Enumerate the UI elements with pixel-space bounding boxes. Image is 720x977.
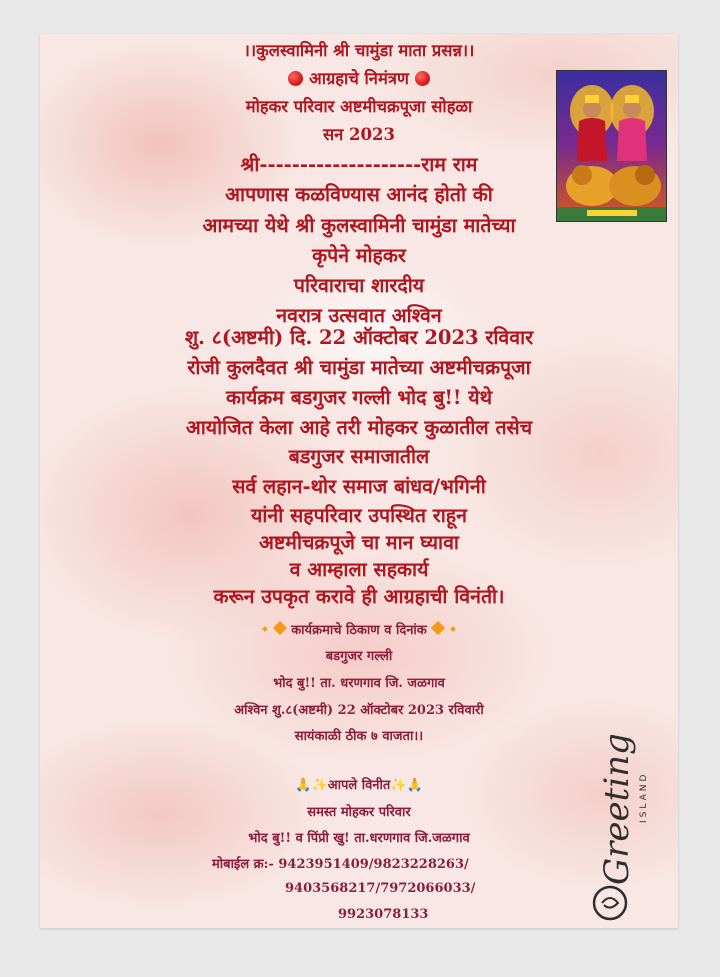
body-line: अष्टमीचक्रपूजे चा मान घ्यावा (259, 531, 459, 554)
mobile-line: 9403568217/7972066033/ (285, 881, 476, 896)
sender-heading-text: आपले विनीत (327, 778, 391, 793)
sender-line: समस्त मोहकर परिवार (307, 805, 411, 820)
sparkles-icon: ✨ (311, 778, 328, 793)
body-line: व आम्हाला सहकार्य (289, 558, 429, 581)
body-line: रोजी कुलदैवत श्री चामुंडा मातेच्या अष्टमीचक्रपूजा (187, 356, 531, 379)
sender-line: भोद बु!! व पिंप्री खु! ता.धरणगाव जि.जळगाव (248, 831, 470, 846)
body-line: आमच्या येथे श्री कुलस्वामिनी चामुंडा मातेच्या (202, 214, 516, 237)
body-line: कृपेने मोहकर (312, 244, 406, 267)
folded-hands-icon: 🙏 (295, 778, 312, 793)
mobile-line: 9923078133 (338, 907, 429, 922)
body-line: परिवाराचा शारदीय (293, 274, 425, 297)
sparkles-icon: ✨ (390, 778, 407, 793)
body-line: कार्यक्रम बडगुजर गल्ली भोद बु!! येथे (225, 386, 493, 409)
logo-swirl-icon (602, 898, 618, 908)
body-line: करून उपकृत करावे ही आग्रहाची विनंती। (213, 585, 505, 608)
orange-diamond-icon (273, 621, 287, 635)
folded-hands-icon: 🙏 (406, 778, 423, 793)
venue-line: अश्विन शु.८(अष्टमी) 22 ऑक्टोबर 2023 रविवारी (234, 703, 484, 718)
event-year: सन 2023 (323, 125, 395, 144)
body-line: आपणास कळविण्यास आनंद होतो की (225, 183, 493, 206)
venue-line: बडगुजर गल्ली (325, 649, 393, 664)
small-diamond-icon (262, 626, 268, 632)
venue-heading (40, 620, 678, 638)
blessing-line: ।।कुलस्वामिनी श्री चामुंडा माता प्रसन्न।। (243, 41, 475, 60)
body-line: आयोजित केला आहे तरी मोहकर कुळातील तसेच (185, 416, 533, 439)
logo-subtext: ISLAND (639, 771, 649, 823)
body-line: शु. ८(अष्टमी) दि. 22 ऑक्टोबर 2023 रविवार (184, 326, 534, 349)
logo-mark-icon (594, 887, 626, 919)
orange-diamond-icon (431, 621, 445, 635)
red-circle-icon (415, 71, 430, 86)
red-circle-icon (288, 71, 303, 86)
greetings-island-logo (580, 735, 670, 925)
invitation-title-text: आग्रहाचे निमंत्रण (309, 69, 409, 88)
body-line: सर्व लहान-थोर समाज बांधव/भगिनी (232, 475, 486, 498)
mobile-line: मोबाईल क्र:- 9423951409/9823228263/ (212, 857, 469, 872)
venue-heading-text: कार्यक्रमाचे ठिकाण व दिनांक (291, 623, 427, 638)
venue-line: भोद बु!! ता. धरणगाव जि. जळगाव (273, 676, 445, 691)
venue-line: सायंकाळी ठीक ७ वाजता।। (294, 729, 424, 744)
salutation-line: श्री--------------------राम राम (240, 153, 478, 176)
logo-text: Greetings (597, 735, 637, 885)
small-diamond-icon (450, 626, 456, 632)
body-line: नवरात्र उत्सवात अश्विन (276, 304, 442, 327)
body-line: बडगुजर समाजातील (288, 445, 430, 468)
body-line: यांनी सहपरिवार उपस्थित राहून (251, 504, 467, 527)
event-title: मोहकर परिवार अष्टमीचक्रपूजा सोहळा (245, 97, 473, 116)
